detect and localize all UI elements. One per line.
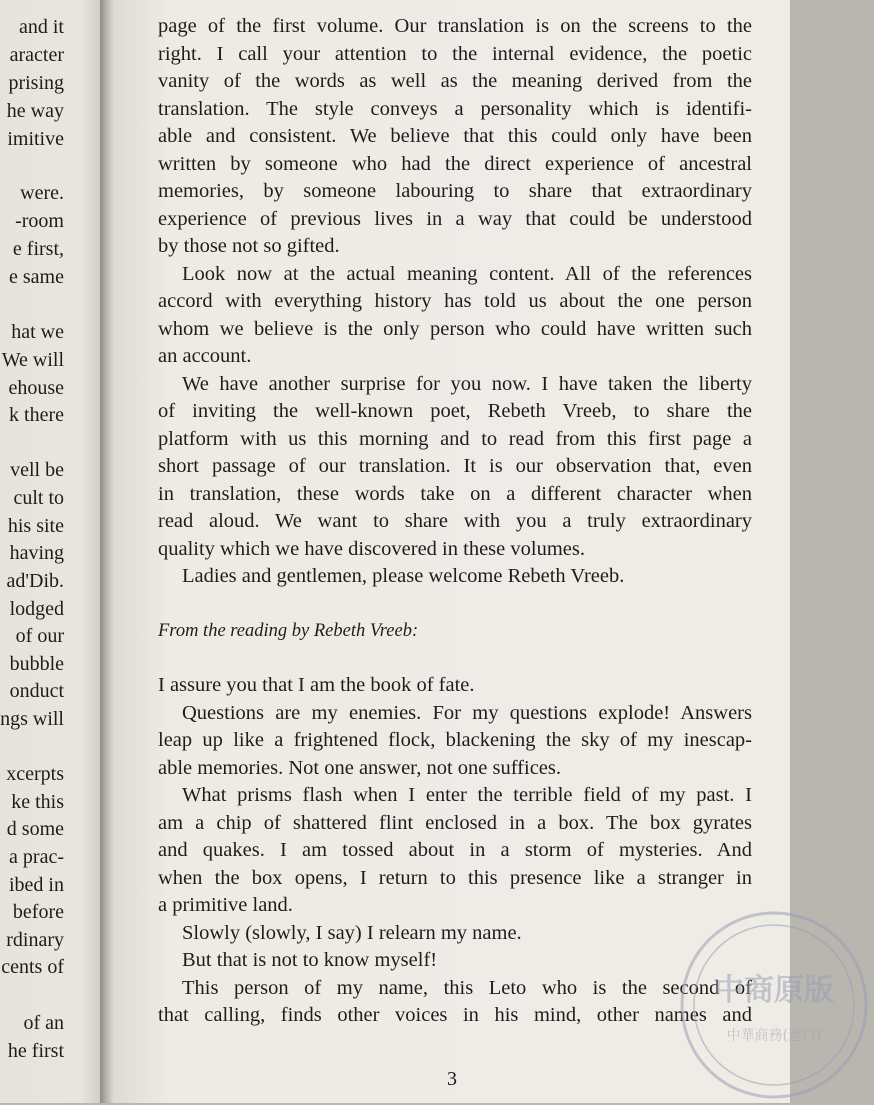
left-page-line: onduct — [9, 680, 64, 702]
left-page-line: having — [9, 542, 64, 564]
left-page-line: -room — [15, 210, 64, 232]
text-line: Look now at the actual meaning content. All of the references — [182, 262, 752, 285]
left-page-line: of an — [23, 1012, 64, 1034]
stamp-main-text: 中商原版 — [714, 973, 834, 1008]
import-certification-stamp — [674, 905, 874, 1105]
book-gutter — [100, 0, 114, 1103]
stamp-sub-text: 中華商務(進口) — [726, 1028, 822, 1044]
text-line: written by someone who had the direct experience of ancestral — [158, 152, 752, 175]
left-page-line: cents of — [1, 956, 64, 978]
left-page-line: of our — [15, 625, 64, 647]
left-page-line: ibed in — [9, 874, 64, 896]
section-heading: From the reading by Rebeth Vreeb: — [158, 620, 419, 641]
left-page-line: he first — [7, 1040, 64, 1062]
text-line: and quakes. I am tossed about in a storm of mysteries. And — [158, 839, 752, 861]
text-line: But that is not to know myself! — [182, 949, 438, 971]
left-page-line: bubble — [9, 653, 64, 675]
text-line: Ladies and gentlemen, please welcome Rebeth Vreeb. — [182, 565, 625, 587]
text-line: platform with us this morning and to read from this first page a — [158, 427, 752, 450]
text-line: able and consistent. We believe that this could only have been — [158, 125, 752, 147]
text-line: This person of my name, this Leto who is the second of — [182, 976, 752, 999]
left-page-line: he way — [6, 100, 64, 122]
left-page-line: before — [12, 901, 64, 923]
left-page-line: aracter — [9, 44, 64, 66]
left-page-line: imitive — [7, 128, 64, 150]
left-page-line: cult to — [13, 487, 64, 509]
paragraph-gap — [158, 591, 752, 618]
left-page-line: his site — [7, 515, 64, 537]
text-line: short passage of our translation. It is our observation that, even — [158, 455, 752, 477]
text-line: of inviting the well-known poet, Rebeth Vreeb, to share the — [158, 400, 752, 422]
left-page-line: a prac- — [9, 846, 64, 868]
left-page-line: e same — [9, 266, 64, 288]
left-page-line: ngs will — [0, 708, 64, 730]
text-line: am a chip of shattered flint enclosed in a box. The box gyrates — [158, 811, 752, 834]
text-line: leap up like a frightened flock, blackening the sky of my inescap- — [158, 729, 752, 751]
left-page-line: rdinary — [6, 929, 64, 951]
text-line: read aloud. We want to share with you a truly extraordinary — [158, 510, 752, 532]
left-page-line: ke this — [11, 791, 64, 813]
paragraph-gap — [158, 645, 752, 672]
text-line: a primitive land. — [158, 894, 293, 916]
text-line: What prisms flash when I enter the terrible field of my past. I — [182, 784, 752, 806]
left-page-line: prising — [8, 72, 64, 94]
left-page-line: We will — [1, 349, 64, 371]
text-line: experience of previous lives in a way that could be understood — [158, 207, 752, 230]
left-page-line: k there — [9, 404, 64, 426]
left-page-line: lodged — [9, 598, 64, 620]
body-text — [158, 13, 752, 1030]
left-page-line: xcerpts — [6, 763, 64, 785]
text-line: whom we believe is the only person who could have written such — [158, 317, 752, 340]
text-line: accord with everything history has told us about the one person — [158, 290, 752, 312]
page-number: 3 — [447, 1068, 457, 1090]
text-line: We have another surprise for you now. I have taken the liberty — [182, 372, 752, 395]
text-line: that calling, finds other voices in his mind, other names and — [158, 1004, 752, 1026]
text-line: able memories. Not one answer, not one suffices. — [158, 756, 561, 779]
left-page-fragment — [0, 0, 100, 1103]
left-page-line: ad'Dib. — [6, 570, 64, 592]
left-page-line: and it — [19, 16, 64, 38]
text-line: vanity of the words as well as the meaning derived from the — [158, 70, 752, 92]
text-line: I assure you that I am the book of fate. — [158, 674, 475, 696]
text-line: quality which we have discovered in these volumes. — [158, 537, 585, 560]
text-line: when the box opens, I return to this presence like a stranger in — [158, 866, 752, 889]
right-page — [114, 0, 834, 1103]
text-line: in translation, these words take on a different character when — [158, 482, 752, 505]
text-line: Slowly (slowly, I say) I relearn my name. — [182, 921, 522, 944]
text-line: an account. — [158, 345, 252, 367]
left-page-line: d some — [6, 818, 64, 840]
left-page-line: hat we — [11, 321, 64, 343]
text-line: page of the first volume. Our translation is on the screens to the — [158, 15, 752, 37]
text-line: memories, by someone labouring to share that extraordinary — [158, 180, 752, 202]
left-page-line: ehouse — [8, 377, 64, 399]
left-page-line: e first, — [12, 238, 64, 260]
text-line: translation. The style conveys a personality which is identifi- — [158, 97, 752, 120]
text-line: Questions are my enemies. For my questions explode! Answers — [182, 701, 752, 724]
left-page-line: were. — [20, 182, 64, 204]
text-line: right. I call your attention to the internal evidence, the poetic — [158, 42, 752, 65]
left-page-line: vell be — [10, 459, 64, 481]
text-line: by those not so gifted. — [158, 235, 340, 257]
